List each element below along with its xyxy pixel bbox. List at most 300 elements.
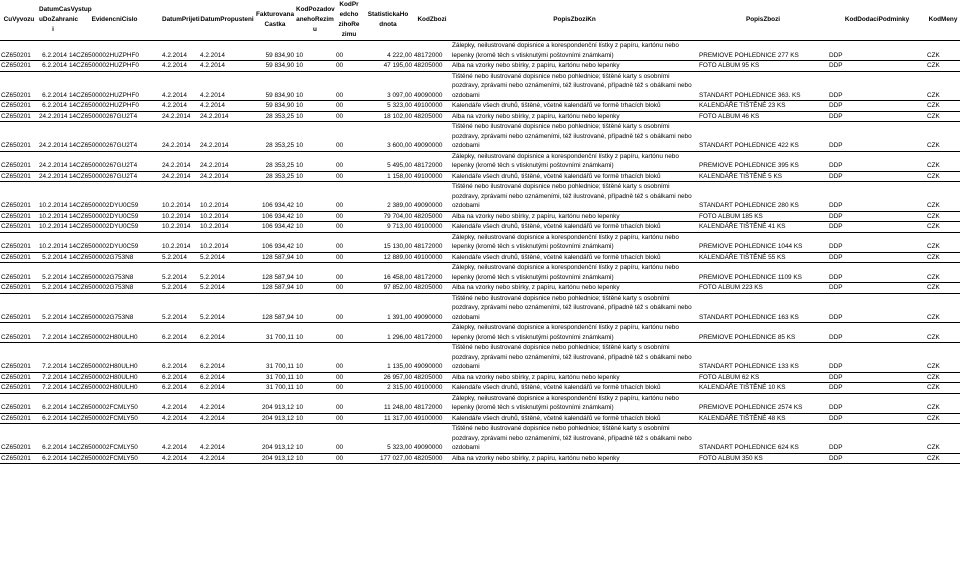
cell-kod-pozadovaneho-rezimu: 10 (295, 372, 335, 383)
cell-statisticka-hodnota: 5 323,00 (363, 424, 413, 454)
cell-datum-prijeti: 5.2.2014 (161, 252, 199, 263)
cell-cu-vyvozu: CZ650201 (0, 122, 38, 152)
cell-cu-vyvozu: CZ650201 (0, 61, 38, 72)
table-row (0, 182, 960, 212)
cell-kod-pozadovaneho-rezimu: 10 (295, 122, 335, 152)
cell-kod-dodaci-podminky: DDP (828, 122, 926, 152)
cell-datum-vystupu: 10.2.2014 (38, 182, 68, 212)
cell-datum-vystupu: 10.2.2014 (39, 212, 68, 220)
cell-kod-pozadovaneho-rezimu: 10 (295, 424, 335, 454)
cell-kod-zbozi: 49100000 (413, 413, 451, 424)
cell-popis-zbozi: PREMIOVE POHLEDNICE 1044 KS (698, 232, 828, 252)
cell-kod-zbozi: 48172000 (413, 393, 451, 413)
cell-cu-vyvozu: CZ650201 (0, 323, 38, 343)
cell-datum-prijeti: 4.2.2014 (161, 453, 199, 464)
cell-fakturovana-castka: 28 353,25 (255, 151, 295, 171)
cell-kod-predchoziho-rezimu: 00 (335, 232, 363, 252)
cell-statisticka-hodnota: 47 195,00 (363, 61, 413, 72)
cell-statisticka-hodnota: 1 296,00 (363, 323, 413, 343)
cell-kod-predchoziho-rezimu: 00 (335, 323, 363, 343)
cell-fakturovana-castka: 106 934,42 (255, 182, 295, 212)
cell-datum-prijeti: 24.2.2014 (161, 122, 199, 152)
cell-datum-vystupu: 5.2.2014 (38, 293, 68, 323)
cell-datum-vystupu: 6.2.2014 (38, 101, 68, 112)
cell-evidencni-cislo: 14CZ6500002FCMLY50 (68, 413, 161, 424)
cell-cu-vyvozu: CZ650201 (0, 111, 38, 122)
cell-kod-meny: CZK (926, 424, 960, 454)
cell-evidencni-cislo: 14CZ6500002H80ULH0 (68, 343, 161, 373)
cell-datum-propusteni: 24.2.2014 (199, 122, 255, 152)
cell-popis-zbozi-kn: Tištěné nebo ilustrované dopisnice nebo pohlednice; tištěné karty s osobními pozdravy, zprávami nebo oznámeními, též ilustrované, případně též s obálkami nebo ozdobami (451, 293, 698, 323)
table-row (0, 393, 960, 413)
cell-evidencni-cislo: 14CZ6500002HUZPHF0 (68, 101, 161, 112)
cell-kod-dodaci-podminky: DDP (828, 151, 926, 171)
cell-kod-zbozi: 49100000 (413, 171, 451, 182)
cell-kod-predchoziho-rezimu: 00 (335, 151, 363, 171)
cell-popis-zbozi-kn: Alba na vzorky nebo sbírky, z papíru, kartónu nebo lepenky (451, 283, 698, 294)
cell-fakturovana-castka: 204 913,12 (255, 453, 295, 464)
cell-statisticka-hodnota: 11 248,00 (363, 393, 413, 413)
cell-popis-zbozi: PREMIOVE POHLEDNICE 395 KS (698, 151, 828, 171)
cell-statisticka-hodnota: 1 135,00 (363, 343, 413, 373)
cell-kod-pozadovaneho-rezimu: 10 (295, 232, 335, 252)
cell-datum-vystupu: 7.2.2014 (38, 323, 68, 343)
column-header-kodpredchozihorezimu: KodPr edcho zihoRe zimu (335, 0, 363, 41)
cell-kod-zbozi: 49090000 (413, 343, 451, 373)
cell-datum-prijeti: 24.2.2014 (161, 171, 199, 182)
column-header-fakturovanacastka: Fakturovana Castka (255, 0, 295, 41)
cell-kod-predchoziho-rezimu: 00 (335, 293, 363, 323)
cell-datum-propusteni: 4.2.2014 (199, 424, 255, 454)
cell-popis-zbozi: FOTO ALBUM 223 KS (698, 283, 828, 294)
cell-kod-meny: CZK (926, 182, 960, 212)
column-header-popiszbozikn: PopisZboziKn (451, 0, 698, 41)
cell-kod-predchoziho-rezimu: 00 (335, 171, 363, 182)
table-body (0, 41, 960, 464)
cell-evidencni-cislo: 14CZ6500002HUZPHF0 (68, 41, 161, 61)
cell-kod-predchoziho-rezimu: 00 (335, 222, 363, 233)
cell-kod-zbozi: 49100000 (413, 222, 451, 233)
cell-datum-propusteni: 4.2.2014 (199, 41, 255, 61)
cell-cu-vyvozu: CZ650201 (0, 182, 38, 212)
cell-popis-zbozi: PREMIOVE POHLEDNICE 277 KS (698, 41, 828, 61)
cell-evidencni-cislo: 14CZ6500002G753N8 (68, 252, 161, 263)
cell-popis-zbozi-kn: Tištěné nebo ilustrované dopisnice nebo pohlednice; tištěné karty s osobními pozdravy, zprávami nebo oznámeními, též ilustrované, případně též s obálkami nebo ozdobami (451, 71, 698, 101)
cell-datum-prijeti: 6.2.2014 (161, 383, 199, 394)
cell-kod-pozadovaneho-rezimu: 10 (295, 283, 335, 294)
cell-statisticka-hodnota: 15 130,00 (363, 232, 413, 252)
cell-statisticka-hodnota: 12 889,00 (363, 252, 413, 263)
cell-popis-zbozi-kn: Alba na vzorky nebo sbírky, z papíru, kartónu nebo lepenky (451, 211, 698, 222)
table-row (0, 372, 960, 383)
cell-popis-zbozi: KALENDÁŘE TIŠTĚNÉ 5 KS (698, 171, 828, 182)
cell-fakturovana-castka: 128 587,94 (255, 293, 295, 323)
cell-datum-propusteni: 4.2.2014 (199, 393, 255, 413)
cell-kod-dodaci-podminky: DDP (828, 263, 926, 283)
cell-kod-pozadovaneho-rezimu: 10 (295, 263, 335, 283)
cell-kod-pozadovaneho-rezimu: 10 (295, 222, 335, 233)
cell-popis-zbozi: FOTO ALBUM 95 KS (698, 61, 828, 72)
cell-cu-vyvozu: CZ650201 (0, 413, 38, 424)
cell-kod-pozadovaneho-rezimu: 10 (295, 71, 335, 101)
cell-statisticka-hodnota: 3 097,00 (363, 71, 413, 101)
table-row (0, 122, 960, 152)
cell-kod-predchoziho-rezimu: 00 (335, 61, 363, 72)
cell-evidencni-cislo: 14CZ6500002G753N8 (68, 293, 161, 323)
cell-kod-meny: CZK (926, 343, 960, 373)
cell-kod-zbozi: 48172000 (413, 41, 451, 61)
cell-datum-vystupu: 7.2.2014 (38, 383, 68, 394)
cell-datum-prijeti: 10.2.2014 (161, 211, 199, 222)
cell-kod-zbozi: 48172000 (413, 323, 451, 343)
cell-kod-pozadovaneho-rezimu: 10 (295, 343, 335, 373)
cell-kod-zbozi: 48205000 (413, 211, 451, 222)
table-row (0, 263, 960, 283)
cell-fakturovana-castka: 128 587,94 (255, 283, 295, 294)
cell-cu-vyvozu: CZ650201 (0, 41, 38, 61)
cell-datum-vystupu: 6.2.2014 (38, 424, 68, 454)
cell-cu-vyvozu: CZ650201 (0, 151, 38, 171)
cell-datum-vystupu: 6.2.2014 (38, 71, 68, 101)
cell-kod-pozadovaneho-rezimu: 10 (295, 413, 335, 424)
cell-kod-zbozi: 49100000 (413, 101, 451, 112)
cell-kod-pozadovaneho-rezimu: 10 (295, 211, 335, 222)
cell-fakturovana-castka: 28 353,25 (255, 122, 295, 152)
cell-kod-pozadovaneho-rezimu: 10 (295, 111, 335, 122)
cell-datum-vystupu: 10.2.2014 (38, 232, 68, 252)
cell-evidencni-cislo: 14CZ6500002DYU0C59 (68, 232, 161, 252)
cell-fakturovana-castka: 59 834,90 (255, 101, 295, 112)
cell-datum-vystupu: 7.2.2014 (38, 372, 68, 383)
cell-datum-propusteni: 10.2.2014 (199, 232, 255, 252)
cell-kod-zbozi: 48205000 (413, 61, 451, 72)
cell-evidencni-cislo: 14CZ650000267GU2T4 (68, 111, 161, 122)
cell-popis-zbozi-kn: Alba na vzorky nebo sbírky, z papíru, kartónu nebo lepenky (451, 111, 698, 122)
cell-datum-prijeti: 4.2.2014 (161, 413, 199, 424)
cell-statisticka-hodnota: 3 600,00 (363, 122, 413, 152)
cell-kod-pozadovaneho-rezimu: 10 (295, 323, 335, 343)
cell-evidencni-cislo: 14CZ6500002G753N8 (68, 283, 161, 294)
cell-kod-zbozi: 48172000 (413, 263, 451, 283)
cell-popis-zbozi: KALENDÁŘE TIŠTĚNÉ 23 KS (698, 101, 828, 112)
cell-popis-zbozi-kn: Kalendáře všech druhů, tištěné, včetně kalendářů ve formě trhacích bloků (451, 171, 698, 182)
cell-statisticka-hodnota: 11 317,00 (363, 413, 413, 424)
cell-popis-zbozi-kn: Tištěné nebo ilustrované dopisnice nebo pohlednice; tištěné karty s osobními pozdravy, zprávami nebo oznámeními, též ilustrované, případně též s obálkami nebo ozdobami (451, 182, 698, 212)
cell-kod-dodaci-podminky: DDP (828, 171, 926, 182)
cell-kod-zbozi: 48205000 (413, 372, 451, 383)
cell-datum-prijeti: 4.2.2014 (161, 393, 199, 413)
cell-popis-zbozi: STANDART POHLEDNICE 624 KS (698, 424, 828, 454)
cell-cu-vyvozu: CZ650201 (0, 252, 38, 263)
cell-popis-zbozi: PREMIOVE POHLEDNICE 2574 KS (698, 393, 828, 413)
cell-fakturovana-castka: 106 934,42 (255, 211, 295, 222)
table-row (0, 41, 960, 61)
cell-popis-zbozi: STANDART POHLEDNICE 133 KS (698, 343, 828, 373)
cell-cu-vyvozu: CZ650201 (0, 453, 38, 464)
cell-kod-dodaci-podminky: DDP (828, 71, 926, 101)
cell-fakturovana-castka: 204 913,12 (255, 393, 295, 413)
cell-kod-zbozi: 49100000 (413, 252, 451, 263)
cell-evidencni-cislo: 14CZ6500002HUZPHF0 (68, 61, 161, 72)
cell-datum-propusteni: 24.2.2014 (199, 151, 255, 171)
column-header-datumprijeti: DatumPrijeti (161, 0, 199, 41)
cell-datum-vystupu: 10.2.2014 (39, 223, 68, 230)
column-header-popiszbozi: PopisZbozi (698, 0, 828, 41)
cell-kod-predchoziho-rezimu: 00 (335, 413, 363, 424)
cell-kod-meny: CZK (926, 323, 960, 343)
cell-kod-meny: CZK (926, 453, 960, 464)
cell-popis-zbozi-kn: Alba na vzorky nebo sbírky, z papíru, kartónu nebo lepenky (451, 61, 698, 72)
cell-kod-predchoziho-rezimu: 00 (335, 343, 363, 373)
cell-datum-vystupu: 5.2.2014 (38, 263, 68, 283)
column-header-evidencnicislo: EvidencniCislo (68, 0, 161, 41)
column-header-kodmeny: KodMeny (926, 0, 960, 41)
cell-kod-dodaci-podminky: DDP (828, 61, 926, 72)
cell-datum-propusteni: 6.2.2014 (199, 323, 255, 343)
cell-kod-predchoziho-rezimu: 00 (335, 101, 363, 112)
cell-statisticka-hodnota: 4 222,00 (363, 41, 413, 61)
column-header-kodpozadovanehorezimu: KodPozadov anehoRezim u (295, 0, 335, 41)
cell-kod-meny: CZK (926, 232, 960, 252)
cell-statisticka-hodnota: 5 323,00 (363, 101, 413, 112)
cell-statisticka-hodnota: 2 315,00 (363, 383, 413, 394)
cell-evidencni-cislo: 14CZ6500002H80ULH0 (68, 372, 161, 383)
cell-datum-vystupu: 6.2.2014 (38, 453, 68, 464)
table-row (0, 252, 960, 263)
cell-fakturovana-castka: 31 700,11 (255, 343, 295, 373)
cell-datum-prijeti: 4.2.2014 (161, 71, 199, 101)
cell-datum-vystupu: 5.2.2014 (38, 283, 68, 294)
cell-datum-vystupu: 24.2.2014 (39, 172, 68, 180)
cell-popis-zbozi: PREMIOVE POHLEDNICE 1109 KS (698, 263, 828, 283)
cell-kod-zbozi: 48205000 (413, 283, 451, 294)
cell-kod-dodaci-podminky: DDP (828, 413, 926, 424)
cell-datum-propusteni: 10.2.2014 (199, 211, 255, 222)
cell-popis-zbozi-kn: Zálepky, neilustrované dopisnice a korespondenční lístky z papíru, kartónu nebo lepenky (kromě těch s vtisknutými poštovními známkami) (451, 41, 698, 61)
cell-kod-pozadovaneho-rezimu: 10 (295, 393, 335, 413)
column-header-statistickahodnota: StatistickaHo dnota (363, 0, 413, 41)
cell-datum-propusteni: 4.2.2014 (199, 413, 255, 424)
table-row (0, 424, 960, 454)
cell-kod-predchoziho-rezimu: 00 (335, 372, 363, 383)
cell-fakturovana-castka: 31 700,11 (255, 323, 295, 343)
cell-kod-predchoziho-rezimu: 00 (335, 252, 363, 263)
cell-kod-predchoziho-rezimu: 00 (335, 182, 363, 212)
cell-kod-predchoziho-rezimu: 00 (335, 111, 363, 122)
cell-fakturovana-castka: 31 700,11 (255, 383, 295, 394)
cell-evidencni-cislo: 14CZ6500002FCMLY50 (68, 453, 161, 464)
cell-kod-zbozi: 49090000 (413, 293, 451, 323)
cell-datum-propusteni: 5.2.2014 (199, 263, 255, 283)
cell-kod-dodaci-podminky: DDP (828, 182, 926, 212)
cell-kod-dodaci-podminky: DDP (828, 252, 926, 263)
cell-popis-zbozi-kn: Kalendáře všech druhů, tištěné, včetně kalendářů ve formě trhacích bloků (451, 222, 698, 233)
cell-kod-meny: CZK (926, 122, 960, 152)
cell-evidencni-cislo: 14CZ6500002H80ULH0 (68, 323, 161, 343)
cell-kod-predchoziho-rezimu: 00 (335, 424, 363, 454)
cell-kod-dodaci-podminky: DDP (828, 41, 926, 61)
cell-fakturovana-castka: 106 934,42 (255, 222, 295, 233)
cell-kod-meny: CZK (926, 101, 960, 112)
cell-cu-vyvozu: CZ650201 (0, 171, 38, 182)
cell-kod-predchoziho-rezimu: 00 (335, 71, 363, 101)
cell-kod-pozadovaneho-rezimu: 10 (295, 101, 335, 112)
cell-fakturovana-castka: 128 587,94 (255, 252, 295, 263)
cell-cu-vyvozu: CZ650201 (0, 393, 38, 413)
cell-kod-dodaci-podminky: DDP (828, 393, 926, 413)
cell-datum-propusteni: 4.2.2014 (199, 101, 255, 112)
cell-cu-vyvozu: CZ650201 (0, 343, 38, 373)
table-row (0, 343, 960, 373)
cell-evidencni-cislo: 14CZ6500002DYU0C59 (68, 211, 161, 222)
cell-fakturovana-castka: 128 587,94 (255, 263, 295, 283)
cell-cu-vyvozu: CZ650201 (0, 71, 38, 101)
cell-kod-meny: CZK (926, 372, 960, 383)
table-row (0, 413, 960, 424)
cell-datum-prijeti: 4.2.2014 (161, 424, 199, 454)
cell-datum-prijeti: 6.2.2014 (161, 372, 199, 383)
cell-evidencni-cislo: 14CZ650000267GU2T4 (68, 151, 161, 171)
cell-datum-prijeti: 4.2.2014 (161, 101, 199, 112)
cell-datum-vystupu: 6.2.2014 (38, 393, 68, 413)
cell-statisticka-hodnota: 2 389,00 (363, 182, 413, 212)
header-row (0, 0, 960, 41)
cell-datum-prijeti: 4.2.2014 (161, 61, 199, 72)
cell-kod-zbozi: 48205000 (413, 453, 451, 464)
cell-kod-dodaci-podminky: DDP (828, 453, 926, 464)
column-header-datumpropusteni: DatumPropusteni (199, 0, 255, 41)
cell-datum-propusteni: 5.2.2014 (199, 283, 255, 294)
cell-popis-zbozi: STANDART POHLEDNICE 422 KS (698, 122, 828, 152)
cell-datum-prijeti: 5.2.2014 (161, 283, 199, 294)
cell-fakturovana-castka: 28 353,25 (255, 171, 295, 182)
cell-evidencni-cislo: 14CZ6500002HUZPHF0 (68, 71, 161, 101)
cell-statisticka-hodnota: 177 027,00 (363, 453, 413, 464)
cell-datum-prijeti: 10.2.2014 (161, 222, 199, 233)
cell-kod-dodaci-podminky: DDP (828, 323, 926, 343)
cell-kod-pozadovaneho-rezimu: 10 (295, 151, 335, 171)
cell-kod-meny: CZK (926, 413, 960, 424)
cell-kod-zbozi: 49090000 (413, 182, 451, 212)
cell-kod-meny: CZK (926, 151, 960, 171)
cell-popis-zbozi-kn: Zálepky, neilustrované dopisnice a korespondenční lístky z papíru, kartónu nebo lepenky (kromě těch s vtisknutými poštovními známkami) (451, 151, 698, 171)
cell-kod-meny: CZK (926, 283, 960, 294)
cell-datum-prijeti: 10.2.2014 (161, 182, 199, 212)
cell-datum-vystupu: 24.2.2014 (38, 151, 68, 171)
cell-kod-pozadovaneho-rezimu: 10 (295, 41, 335, 61)
cell-kod-predchoziho-rezimu: 00 (335, 393, 363, 413)
cell-kod-zbozi: 48205000 (413, 111, 451, 122)
cell-kod-dodaci-podminky: DDP (828, 383, 926, 394)
cell-datum-propusteni: 5.2.2014 (199, 252, 255, 263)
cell-cu-vyvozu: CZ650201 (0, 263, 38, 283)
cell-kod-pozadovaneho-rezimu: 10 (295, 453, 335, 464)
cell-popis-zbozi: KALENDÁŘE TIŠTĚNÉ 48 KS (698, 413, 828, 424)
cell-fakturovana-castka: 59 834,90 (255, 41, 295, 61)
cell-kod-meny: CZK (926, 383, 960, 394)
cell-popis-zbozi-kn: Kalendáře všech druhů, tištěné, včetně kalendářů ve formě trhacích bloků (451, 413, 698, 424)
cell-evidencni-cislo: 14CZ6500002FCMLY50 (68, 393, 161, 413)
cell-evidencni-cislo: 14CZ6500002G753N8 (68, 263, 161, 283)
cell-kod-meny: CZK (926, 263, 960, 283)
cell-datum-prijeti: 5.2.2014 (161, 293, 199, 323)
table-row (0, 71, 960, 101)
cell-datum-vystupu: 6.2.2014 (38, 413, 68, 424)
cell-popis-zbozi: STANDART POHLEDNICE 163 KS (698, 293, 828, 323)
cell-datum-vystupu: 24.2.2014 (38, 122, 68, 152)
cell-popis-zbozi: KALENDÁŘE TIŠTĚNÉ 41 KS (698, 222, 828, 233)
cell-kod-meny: CZK (926, 293, 960, 323)
cell-datum-vystupu: 24.2.2014 (39, 112, 68, 120)
cell-popis-zbozi-kn: Alba na vzorky nebo sbírky, z papíru, kartónu nebo lepenky (451, 372, 698, 383)
cell-popis-zbozi-kn: Zálepky, neilustrované dopisnice a korespondenční lístky z papíru, kartónu nebo lepenky (kromě těch s vtisknutými poštovními známkami) (451, 323, 698, 343)
cell-kod-dodaci-podminky: DDP (828, 111, 926, 122)
cell-datum-propusteni: 6.2.2014 (199, 383, 255, 394)
cell-popis-zbozi-kn: Kalendáře všech druhů, tištěné, včetně kalendářů ve formě trhacích bloků (451, 252, 698, 263)
cell-datum-propusteni: 10.2.2014 (199, 222, 255, 233)
cell-datum-propusteni: 24.2.2014 (199, 111, 255, 122)
cell-kod-zbozi: 48172000 (413, 232, 451, 252)
cell-evidencni-cislo: 14CZ6500002DYU0C59 (68, 222, 161, 233)
cell-popis-zbozi-kn: Kalendáře všech druhů, tištěné, včetně kalendářů ve formě trhacích bloků (451, 383, 698, 394)
cell-cu-vyvozu: CZ650201 (0, 293, 38, 323)
cell-statisticka-hodnota: 16 458,00 (363, 263, 413, 283)
cell-datum-prijeti: 24.2.2014 (161, 111, 199, 122)
cell-popis-zbozi: PREMIOVE POHLEDNICE 85 KS (698, 323, 828, 343)
cell-datum-propusteni: 6.2.2014 (199, 343, 255, 373)
cell-kod-zbozi: 49090000 (413, 71, 451, 101)
cell-kod-meny: CZK (926, 111, 960, 122)
cell-popis-zbozi: FOTO ALBUM 62 KS (698, 372, 828, 383)
cell-evidencni-cislo: 14CZ650000267GU2T4 (68, 122, 161, 152)
cell-kod-zbozi: 48172000 (413, 151, 451, 171)
cell-popis-zbozi: FOTO ALBUM 350 KS (698, 453, 828, 464)
cell-datum-propusteni: 4.2.2014 (199, 453, 255, 464)
cell-datum-propusteni: 6.2.2014 (199, 372, 255, 383)
cell-kod-zbozi: 49100000 (413, 383, 451, 394)
cell-kod-meny: CZK (926, 71, 960, 101)
cell-statisticka-hodnota: 9 713,00 (363, 222, 413, 233)
cell-popis-zbozi-kn: Tištěné nebo ilustrované dopisnice nebo pohlednice; tištěné karty s osobními pozdravy, zprávami nebo oznámeními, též ilustrované, případně též s obálkami nebo ozdobami (451, 122, 698, 152)
cell-datum-prijeti: 4.2.2014 (161, 41, 199, 61)
cell-kod-predchoziho-rezimu: 00 (335, 41, 363, 61)
cell-popis-zbozi: KALENDÁŘE TIŠTĚNÉ 55 KS (698, 252, 828, 263)
table-row (0, 222, 960, 233)
cell-kod-dodaci-podminky: DDP (828, 424, 926, 454)
table-row (0, 151, 960, 171)
cell-popis-zbozi: FOTO ALBUM 46 KS (698, 111, 828, 122)
cell-kod-meny: CZK (926, 252, 960, 263)
cell-kod-predchoziho-rezimu: 00 (335, 122, 363, 152)
cell-kod-meny: CZK (926, 393, 960, 413)
cell-datum-vystupu: 7.2.2014 (38, 343, 68, 373)
cell-datum-propusteni: 4.2.2014 (199, 61, 255, 72)
cell-kod-dodaci-podminky: DDP (828, 232, 926, 252)
cell-popis-zbozi-kn: Tištěné nebo ilustrované dopisnice nebo pohlednice; tištěné karty s osobními pozdravy, zprávami nebo oznámeními, též ilustrované, případně též s obálkami nebo ozdobami (451, 343, 698, 373)
cell-datum-vystupu: 6.2.2014 (38, 61, 68, 72)
cell-popis-zbozi-kn: Zálepky, neilustrované dopisnice a korespondenční lístky z papíru, kartónu nebo lepenky (kromě těch s vtisknutými poštovními známkami) (451, 232, 698, 252)
table-row (0, 453, 960, 464)
cell-statisticka-hodnota: 97 852,00 (363, 283, 413, 294)
cell-kod-predchoziho-rezimu: 00 (335, 383, 363, 394)
cell-datum-prijeti: 6.2.2014 (161, 343, 199, 373)
cell-popis-zbozi-kn: Kalendáře všech druhů, tištěné, včetně kalendářů ve formě trhacích bloků (451, 101, 698, 112)
table-row (0, 211, 960, 222)
cell-popis-zbozi: STANDART POHLEDNICE 363. KS (698, 71, 828, 101)
cell-kod-dodaci-podminky: DDP (828, 101, 926, 112)
cell-cu-vyvozu: CZ650201 (0, 232, 38, 252)
cell-statisticka-hodnota: 5 495,00 (363, 151, 413, 171)
